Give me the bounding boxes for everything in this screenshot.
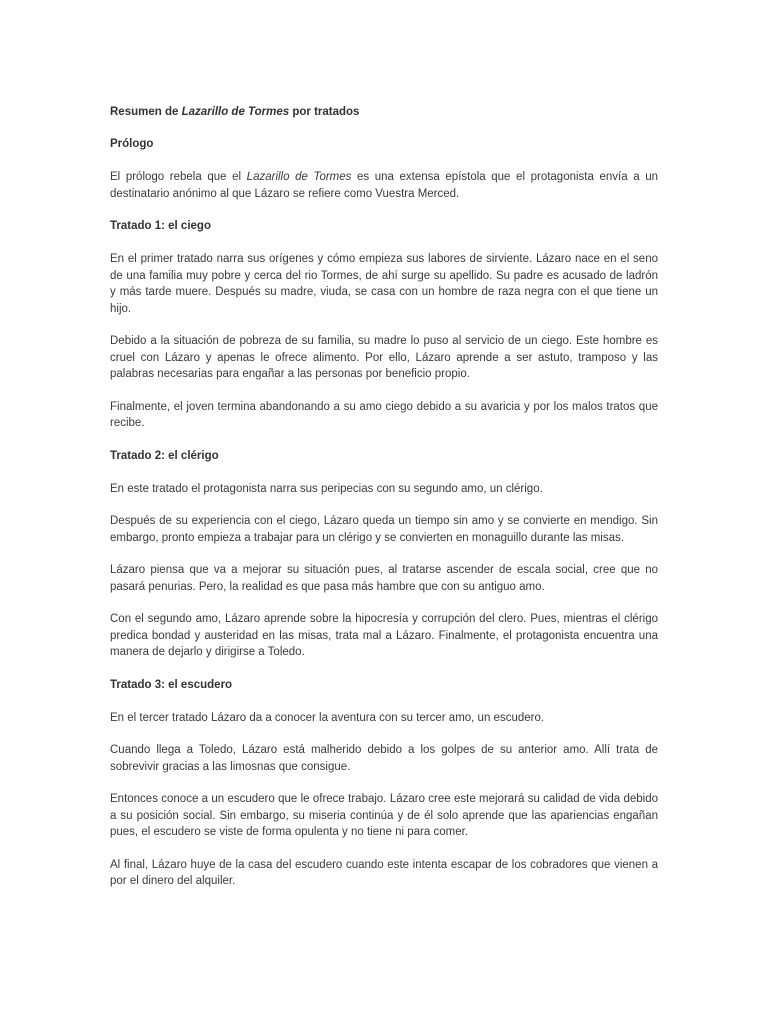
section-heading-tratado-2: Tratado 2: el clérigo (110, 449, 219, 462)
prologo-text-italic: Lazarillo de Tormes (246, 171, 352, 183)
tratado-3-paragraph-1: En el tercer tratado Lázaro da a conocer la aventura con su tercer amo, un escudero. (110, 711, 545, 724)
tratado-1-paragraph-2: Debido a la situación de pobreza de su familia, su madre lo puso al servicio de un ciego. Este hombre es cruel con Lázaro y apenas le ofrece alimento. Por ello, Lázaro aprende a ser astuto, tramposo y las palabras necesarias para engañar a las personas por beneficio propio. (110, 335, 658, 380)
tratado-2-paragraph-1: En este tratado el protagonista narra sus peripecias con su segundo amo, un clérigo. (110, 482, 543, 495)
tratado-2-paragraph-4: Con el segundo amo, Lázaro aprende sobre la hipocresía y corrupción del clero. Pues, mientras el clérigo predica bondad y austeridad en las misas, trata mal a Lázaro. Finalmente, el protagonista encuentra una manera de dejarlo y dirigirse a Toledo. (110, 613, 658, 658)
tratado-1-paragraph-3: Finalmente, el joven termina abandonando a su amo ciego debido a su avaricia y por los malos tratos que recibe. (110, 400, 658, 429)
section-heading-tratado-1: Tratado 1: el ciego (110, 220, 211, 232)
prologo-paragraph (110, 169, 658, 202)
section-heading-prologo: Prólogo (110, 138, 154, 150)
prologo-text-before: El prólogo rebela que el (110, 171, 247, 183)
tratado-1-paragraph-1: En el primer tratado narra sus orígenes y cómo empieza sus labores de sirviente. Lázaro nace en el seno de una familia muy pobre y cerca del rio Tormes, de ahí surge su apellido. Su padre es acusado de ladrón y más tarde muere. Después su madre, viuda, se casa con un hombre de raza negra con el que tiene un hijo. (110, 253, 658, 315)
tratado-3-paragraph-4: Al final, Lázaro huye de la casa del escudero cuando este intenta escapar de los cobradores que vienen a por el dinero del alquiler. (110, 858, 658, 887)
tratado-2-paragraph-2: Después de su experiencia con el ciego, Lázaro queda un tiempo sin amo y se convierte en mendigo. Sin embargo, pronto empieza a trabajar para un clérigo y se convierten en monaguillo durante las misas. (110, 515, 658, 544)
tratado-3-paragraph-3: Entonces conoce a un escudero que le ofrece trabajo. Lázaro cree este mejorará su calidad de vida debido a su posición social. Sin embargo, su miseria continúa y de él solo aprende que las apariencias engañan pues, el escudero se viste de forma opulenta y no tiene ni para comer. (110, 793, 658, 838)
prologo-text-after: es una extensa epístola que el protagonista envía a un destinatario anónimo al que Lázaro se refiere como Vuestra Merced. (110, 171, 658, 200)
section-heading-tratado-3: Tratado 3: el escudero (110, 678, 233, 691)
tratado-2-paragraph-3: Lázaro piensa que va a mejorar su situación pues, al tratarse ascender de escala social, cree que no pasará penurias. Pero, la realidad es que pasa más hambre que con su antiguo amo. (110, 564, 658, 593)
document-title (110, 104, 658, 121)
tratado-3-paragraph-2: Cuando llega a Toledo, Lázaro está malherido debido a los golpes de su anterior amo. Allí trata de sobrevivir gracias a las limosnas que consigue. (110, 744, 658, 773)
title-suffix: por tratados (289, 106, 360, 118)
title-italic: Lazarillo de Tormes (181, 106, 290, 118)
title-prefix: Resumen de (110, 106, 182, 118)
